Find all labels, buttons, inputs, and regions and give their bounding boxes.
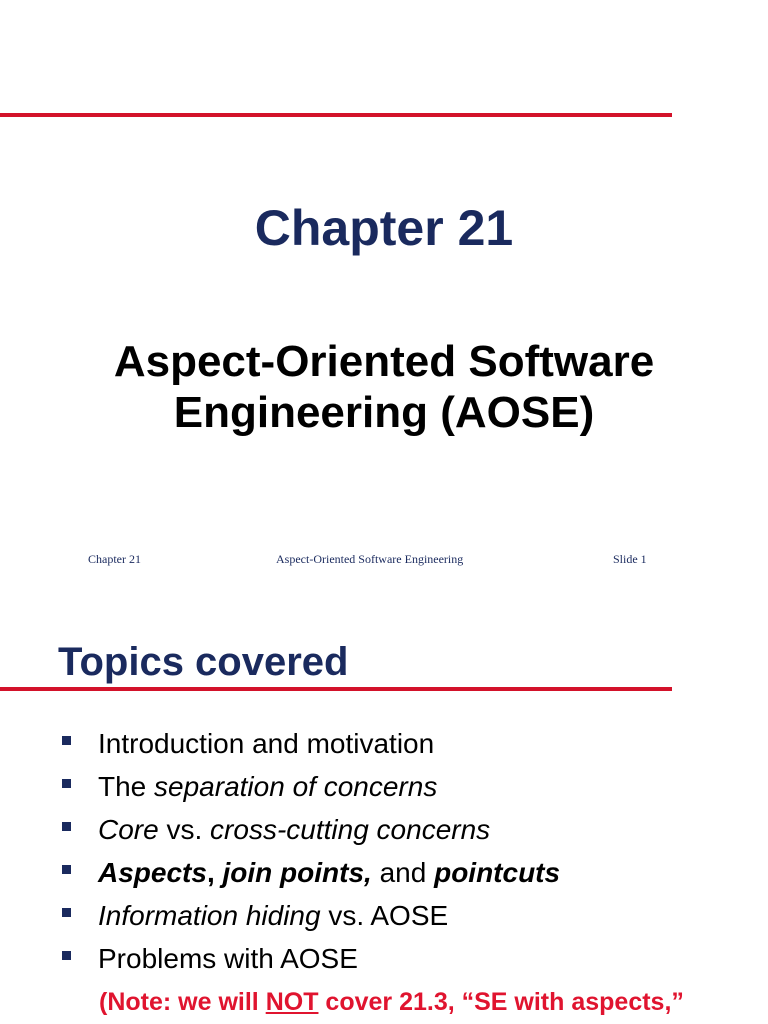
topic-item — [60, 937, 560, 980]
topic-item — [60, 808, 560, 851]
chapter-subtitle — [0, 336, 768, 438]
top-red-rule — [0, 113, 672, 117]
topic-text-segment: join points, — [222, 857, 372, 888]
note-emphasis: NOT — [265, 988, 319, 1016]
footer-slide-number: Slide 1 — [613, 552, 647, 566]
topic-text-segment: Introduction and motivation — [98, 728, 435, 759]
topic-text-segment: The — [98, 771, 155, 802]
topic-text-segment: and — [371, 857, 435, 888]
topic-text-segment: Aspects — [98, 857, 207, 888]
footer-chapter: Chapter 21 — [88, 552, 141, 566]
topic-text-segment: , — [206, 857, 223, 888]
topic-text-segment: cross-cutting concerns — [210, 814, 491, 845]
topic-item — [60, 851, 560, 894]
note-before: (Note: we will — [99, 988, 266, 1016]
topic-item — [60, 765, 560, 808]
topics-red-rule — [0, 687, 672, 691]
coverage-note — [99, 988, 684, 1017]
footer-course-title: Aspect-Oriented Software Engineering — [276, 552, 464, 566]
topic-text-segment: pointcuts — [434, 857, 561, 888]
topic-item — [60, 722, 560, 765]
topic-text-segment: vs. AOSE — [320, 900, 449, 931]
subtitle-line-1: Aspect-Oriented Software — [113, 337, 655, 386]
topics-list — [60, 722, 560, 980]
topic-text-segment: Core — [98, 814, 159, 845]
note-after: cover 21.3, “SE with aspects,” — [318, 988, 684, 1016]
topics-title: Topics covered — [58, 640, 349, 684]
topic-text-segment: Problems with AOSE — [98, 943, 358, 974]
topic-item — [60, 894, 560, 937]
chapter-title: Chapter 21 — [254, 200, 514, 256]
topic-text-segment: vs. — [158, 814, 211, 845]
topic-text-segment: Information hiding — [98, 900, 321, 931]
topic-text-segment: separation of concerns — [154, 771, 438, 802]
subtitle-line-2: Engineering (AOSE) — [173, 388, 595, 437]
